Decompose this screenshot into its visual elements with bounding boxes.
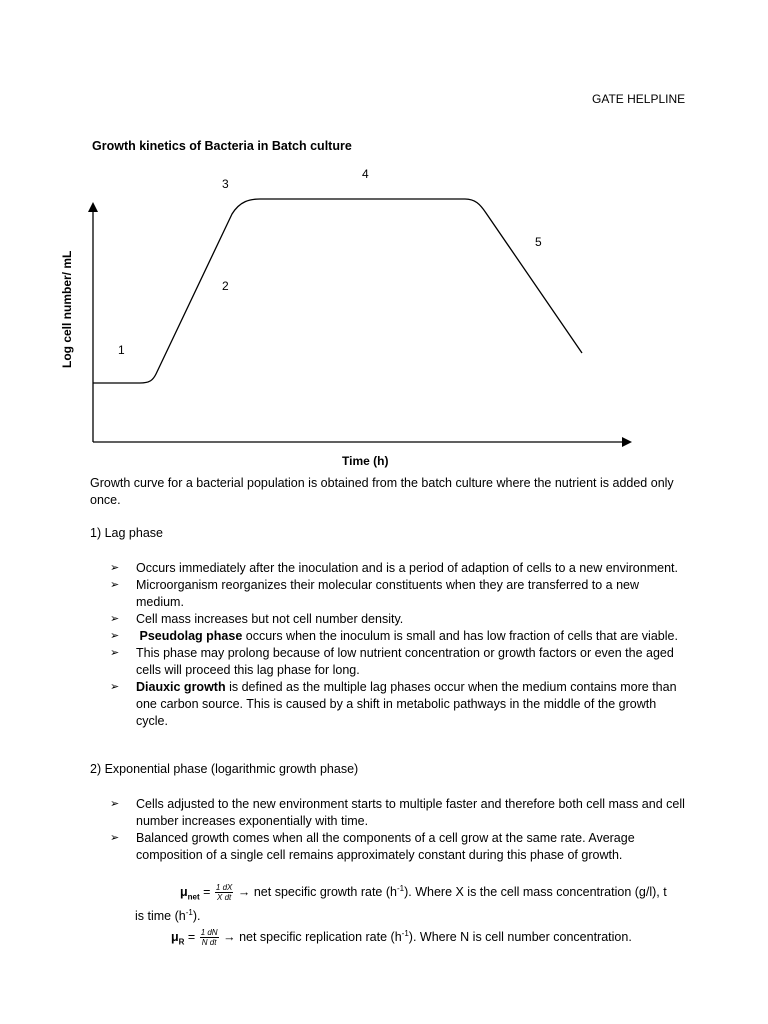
lag-phase-list — [110, 560, 690, 730]
arrow-bullet-icon: ➢ — [110, 681, 120, 693]
arrow-bullet-icon: ➢ — [110, 798, 120, 810]
arrow-icon: → — [223, 930, 236, 945]
list-item: ➢ Diauxic growth is defined as the multiple lag phases occur when the medium contains more than one carbon source. This is caused by a shift in metabolic pathways in the middle of the growth cycle. — [110, 680, 677, 728]
growth-curve-chart — [0, 0, 768, 480]
list-item: ➢ Pseudolag phase occurs when the inoculum is small and has low fraction of cells that are viable. — [110, 629, 678, 643]
y-axis-label: Log cell number/ mL — [60, 250, 74, 368]
list-item: ➢ Balanced growth comes when all the components of a cell grow at the same rate. Average composition of a single cell remains approximately constant during this phase of growth. — [110, 831, 635, 862]
growth-curve-line — [93, 199, 582, 383]
arrow-bullet-icon: ➢ — [110, 832, 120, 844]
bold-term: Diauxic growth — [136, 680, 226, 694]
intro-paragraph: Growth curve for a bacterial population is obtained from the batch culture where the nutrient is added only once. — [90, 476, 674, 507]
bold-term: Pseudolag phase — [139, 629, 243, 643]
header-right-text: GATE HELPLINE — [592, 92, 686, 106]
formula-continuation: is time $(h^{-1})$. — [135, 908, 201, 924]
list-item: ➢ Cell mass increases but not cell number density. — [110, 612, 404, 626]
formula-net-specific-replication-rate: $\mu_R$ = $\frac{1 dN}{\text{N dt}}$ → net specific replication rate $(h^{-1})$. Where N is cell number concentration. — [171, 928, 632, 948]
phase-label-2: 2 — [222, 279, 229, 293]
document-title: Growth kinetics of Bacteria in Batch culture — [92, 139, 352, 153]
phase-label-3: 3 — [222, 177, 229, 191]
x-axis-label: Time (h) — [342, 454, 389, 468]
arrow-bullet-icon: ➢ — [110, 647, 120, 659]
section-heading-exponential-phase: 2) Exponential phase (logarithmic growth phase) — [90, 762, 359, 776]
list-item: ➢ This phase may prolong because of low nutrient concentration or growth factors or even the aged cells will proceed this lag phase for long. — [110, 646, 674, 677]
formula-net-specific-growth-rate: $\mu_{net}$ = $\frac{1 dX}{\text{X dt}}$ → net specific growth rate $(h^{-1})$. Where X is the cell mass concentration (g/l), t — [180, 883, 667, 903]
phase-label-4: 4 — [362, 167, 369, 181]
section-heading-lag-phase: 1) Lag phase — [90, 526, 163, 540]
fraction: $\frac{1 dX}{\text{X dt}}$ — [215, 883, 233, 903]
phase-label-1: 1 — [118, 343, 125, 357]
list-item: ➢ Cells adjusted to the new environment starts to multiple faster and therefore both cell mass and cell number increases exponentially with time. — [110, 797, 685, 828]
fraction: $\frac{1 dN}{\text{N dt}}$ — [200, 928, 218, 948]
list-item: ➢ Occurs immediately after the inoculation and is a period of adaption of cells to a new environment. — [110, 561, 678, 575]
arrow-bullet-icon: ➢ — [110, 562, 120, 574]
list-item: ➢ Microorganism reorganizes their molecular constituents when they are transferred to a new medium. — [110, 578, 640, 609]
exponential-phase-list — [110, 796, 690, 864]
arrow-icon: → — [237, 885, 251, 900]
arrow-bullet-icon: ➢ — [110, 630, 120, 642]
arrow-bullet-icon: ➢ — [110, 579, 120, 591]
arrow-bullet-icon: ➢ — [110, 613, 120, 625]
phase-label-5: 5 — [535, 235, 542, 249]
